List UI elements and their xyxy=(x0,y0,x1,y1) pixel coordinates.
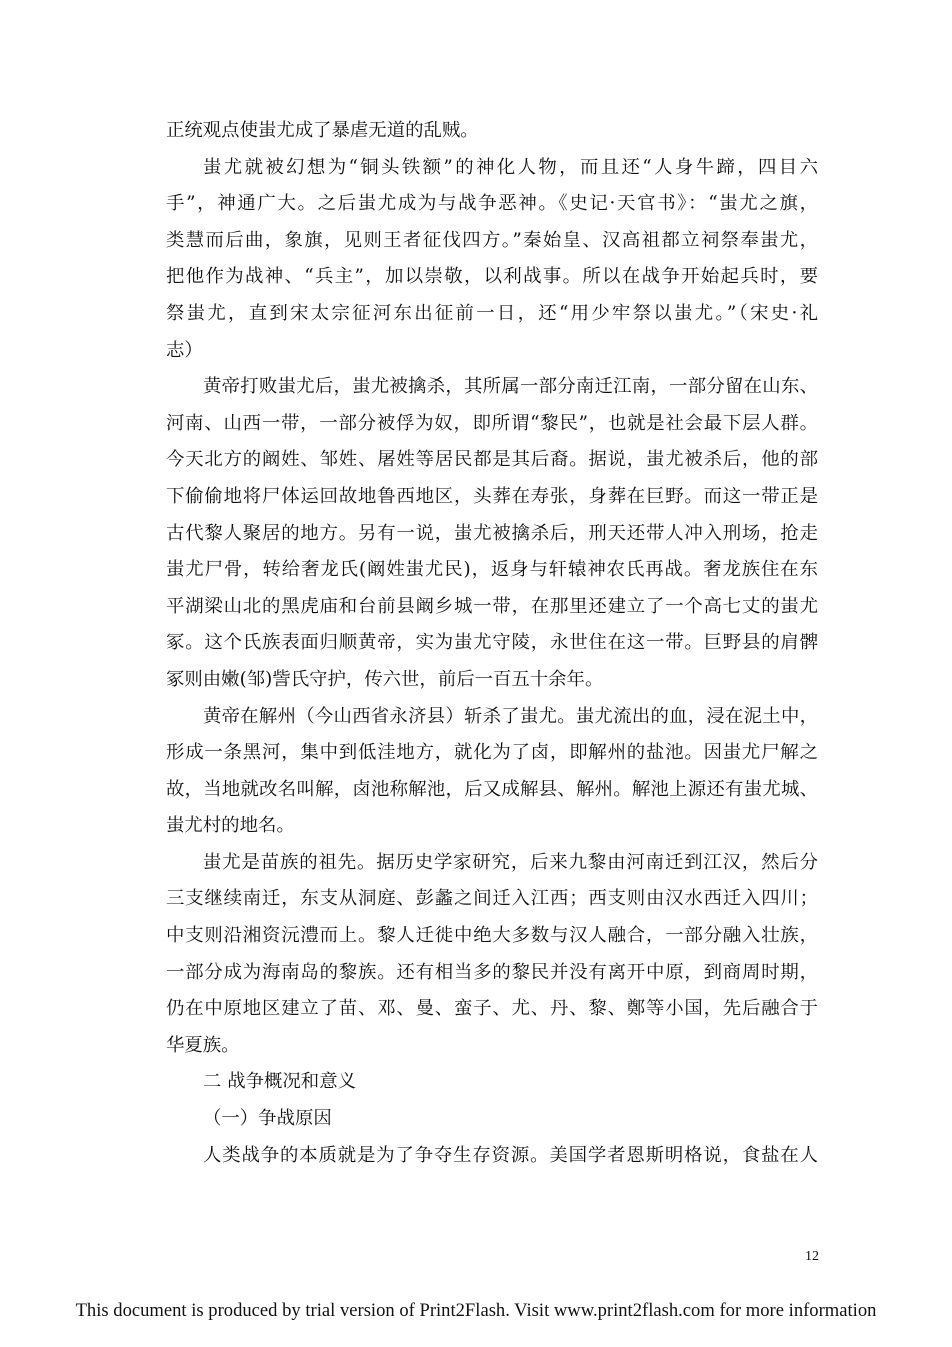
text-line: 平湖梁山北的黑虎庙和台前县阚乡城一带，在那里还建立了一个高七丈的蚩尤 xyxy=(166,595,818,617)
trial-footer-text: This document is produced by trial version of Print2Flash. Visit www.print2flash.com for more information xyxy=(75,1300,877,1321)
text-line: 人类战争的本质就是为了争夺生存资源。美国学者恩斯明格说，食盐在人 xyxy=(203,1144,818,1166)
text-line: 类慧而后曲，象旗，见则王者征伐四方。”秦始皇、汉高祖都立祠祭奉蚩尤， xyxy=(166,229,818,251)
section-heading: 二 战争概况和意义 xyxy=(203,1071,356,1093)
text-line: 手”，神通广大。之后蚩尤成为与战争恶神。《史记·天官书》：“蚩尤之旗， xyxy=(166,193,818,215)
text-line: 把他作为战神、“兵主”，加以崇敬，以利战事。所以在战争开始起兵时，要 xyxy=(166,266,818,288)
text-line: 河南、山西一带，一部分被俘为奴，即所谓“黎民”，也就是社会最下层人群。 xyxy=(166,412,818,434)
text-line: 蚩尤尸骨，转给奢龙氏(阚姓蚩尤民)，返身与轩辕神农氏再战。奢龙族住在东 xyxy=(166,559,818,581)
text-line: 正统观点使蚩尤成了暴虐无道的乱贼。 xyxy=(166,120,479,141)
text-line: 祭蚩尤，直到宋太宗征河东出征前一日，还“用少牢祭以蚩尤。”（宋史·礼 xyxy=(166,302,818,324)
text-line: 形成一条黑河，集中到低洼地方，就化为了卤，即解州的盐池。因蚩尤尸解之 xyxy=(166,742,818,764)
page-number: 12 xyxy=(805,1249,819,1264)
text-line: 冢则由嫩(邹)訾氏守护，传六世，前后一百五十余年。 xyxy=(166,668,604,690)
body-text xyxy=(166,113,818,1174)
text-line: 故，当地就改名叫解，卤池称解池，后又成解县、解州。解池上源还有蚩尤城、 xyxy=(166,778,818,800)
text-line: 三支继续南迁，东支从洞庭、彭蠡之间迁入江西；西支则由汉水西迁入四川； xyxy=(166,888,818,910)
text-line: 下偷偷地将尸体运回故地鲁西地区，头葬在寿张，身葬在巨野。而这一带正是 xyxy=(166,485,818,507)
text-line: 志） xyxy=(166,339,203,361)
text-line: 一部分成为海南岛的黎族。还有相当多的黎民并没有离开中原，到商周时期， xyxy=(166,961,818,983)
text-line: 中支则沿湘资沅澧而上。黎人迁徙中绝大多数与汉人融合，一部分融入壮族， xyxy=(166,925,818,947)
text-line: 黄帝打败蚩尤后，蚩尤被擒杀，其所属一部分南迁江南，一部分留在山东、 xyxy=(203,376,818,398)
text-line: 蚩尤就被幻想为“铜头铁额”的神化人物，而且还“人身牛蹄，四目六 xyxy=(203,156,818,178)
text-line: 仍在中原地区建立了苗、邓、曼、蛮子、尤、丹、黎、鄭等小国，先后融合于 xyxy=(166,998,818,1020)
text-line: 蚩尤是苗族的祖先。据历史学家研究，后来九黎由河南迁到江汉，然后分 xyxy=(203,851,818,873)
text-line: 今天北方的阚姓、邹姓、屠姓等居民都是其后裔。据说，蚩尤被杀后，他的部 xyxy=(166,449,818,471)
text-line: 华夏族。 xyxy=(166,1034,240,1056)
text-line: 冢。这个氏族表面归顺黄帝，实为蚩尤守陵，永世住在这一带。巨野县的肩髀 xyxy=(166,632,818,654)
text-line: 蚩尤村的地名。 xyxy=(166,815,295,837)
text-line: 黄帝在解州（今山西省永济县）斩杀了蚩尤。蚩尤流出的血，浸在泥土中， xyxy=(203,705,818,727)
text-line: 古代黎人聚居的地方。另有一说，蚩尤被擒杀后，刑天还带人冲入刑场，抢走 xyxy=(166,522,818,544)
subsection-heading: （一）争战原因 xyxy=(203,1108,332,1130)
